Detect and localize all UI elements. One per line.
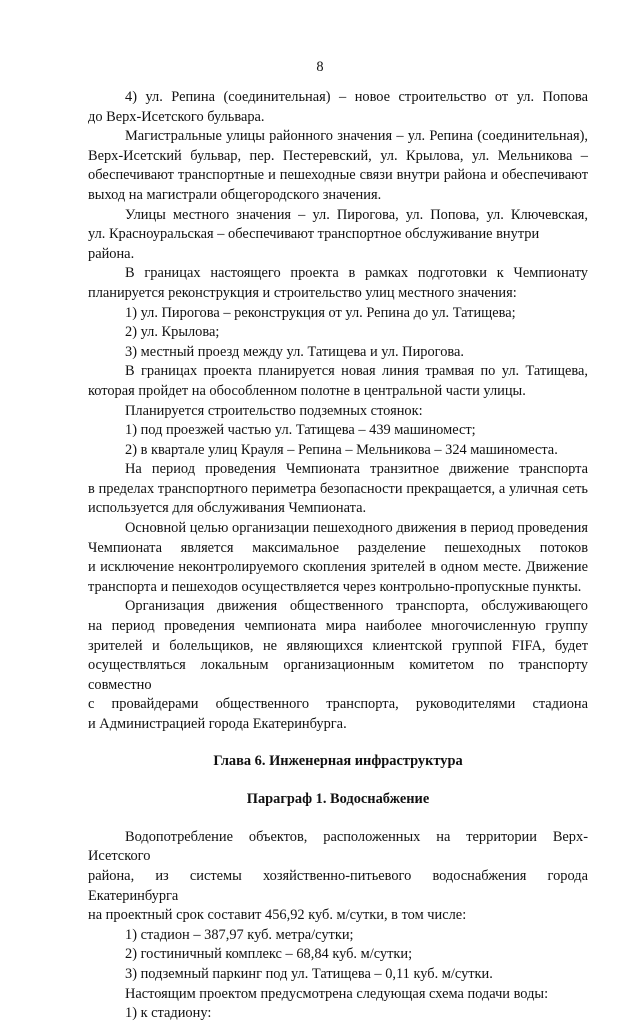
text-line: используется для обслуживания Чемпионата. bbox=[88, 500, 367, 517]
text-line: Улицы местного значения – ул. Пирогова, ул. Попова, ул. Ключевская, bbox=[125, 206, 588, 223]
paragraph-heading: Параграф 1. Водоснабжение bbox=[246, 791, 430, 808]
text-line: с провайдерами общественного транспорта, руководителями стадиона bbox=[88, 696, 588, 713]
text-line: Водопотребление объектов, расположенных на территории Верх-Исетского bbox=[88, 828, 588, 865]
text-line: Верх-Исетский бульвар, пер. Пестеревский, ул. Крылова, ул. Мельникова – bbox=[88, 147, 588, 164]
text-line: ул. Красноуральская – обеспечивают транспортное обслуживание внутри района. bbox=[88, 226, 540, 262]
list-item: 1) к стадиону: bbox=[125, 1005, 212, 1022]
page-number: 8 bbox=[316, 59, 324, 75]
text-line: На период проведения Чемпионата транзитное движение транспорта bbox=[125, 461, 588, 478]
text-line: до Верх-Исетского бульвара. bbox=[88, 108, 265, 125]
text-line: обеспечивают транспортные и пешеходные связи внутри района и обеспечивают bbox=[88, 167, 588, 184]
spacer bbox=[88, 771, 588, 790]
list-item: 2) гостиничный комплекс – 68,84 куб. м/сутки; bbox=[125, 946, 413, 963]
text-line: Планируется строительство подземных стоянок: bbox=[125, 402, 423, 419]
text-line: Организация движения общественного транспорта, обслуживающего bbox=[125, 598, 588, 615]
list-item: 3) подземный паркинг под ул. Татищева – 0,11 куб. м/сутки. bbox=[125, 965, 493, 982]
text-line: 4) ул. Репина (соединительная) – новое строительство от ул. Попова bbox=[125, 89, 588, 105]
text-line: на проектный срок составит 456,92 куб. м/сутки, в том числе: bbox=[88, 907, 467, 924]
text-line: и Администрацией города Екатеринбурга. bbox=[88, 716, 347, 732]
spacer bbox=[88, 810, 588, 828]
list-item: 3) местный проезд между ул. Татищева и ул. Пирогова. bbox=[125, 343, 464, 360]
text-line: выход на магистрали общегородского значения. bbox=[88, 186, 382, 203]
text-line: района, из системы хозяйственно-питьевого водоснабжения города Екатеринбурга bbox=[88, 867, 588, 904]
text-line: которая пройдет на обособленном полотне в центральной части улицы. bbox=[88, 382, 526, 399]
list-item: 1) ул. Пирогова – реконструкция от ул. Репина до ул. Татищева; bbox=[125, 304, 516, 321]
text-line: Основной целью организации пешеходного движения в период проведения bbox=[125, 520, 588, 537]
text-line: В границах настоящего проекта в рамках подготовки к Чемпионату bbox=[125, 265, 588, 282]
list-item: 1) стадион – 387,97 куб. метра/сутки; bbox=[125, 926, 354, 943]
text-line: В границах проекта планируется новая линия трамвая по ул. Татищева, bbox=[125, 363, 588, 380]
text-line: Чемпионата является максимальное разделение пешеходных потоков bbox=[88, 539, 588, 556]
text-line: осуществляться локальным организационным комитетом по транспорту совместно bbox=[88, 657, 588, 693]
text-line: транспорта и пешеходов осуществляется через контрольно-пропускные пункты. bbox=[88, 578, 582, 595]
text-line: в пределах транспортного периметра безопасности прекращается, а уличная сеть bbox=[88, 480, 588, 497]
chapter-heading: Глава 6. Инженерная инфраструктура bbox=[213, 752, 463, 769]
list-item: 2) в квартале улиц Крауля – Репина – Мельникова – 324 машиноместа. bbox=[125, 441, 558, 458]
list-item: 2) ул. Крылова; bbox=[125, 324, 220, 341]
spacer bbox=[88, 735, 588, 752]
text-line: зрителей и болельщиков, не являющихся клиентской группой FIFA, будет bbox=[88, 637, 588, 654]
text-line: на период проведения чемпионата мира наиболее многочисленную группу bbox=[88, 618, 588, 635]
list-item: 1) под проезжей частью ул. Татищева – 439 машиномест; bbox=[125, 422, 476, 439]
text-line: планируется реконструкция и строительство улиц местного значения: bbox=[88, 284, 517, 301]
document-body bbox=[88, 88, 588, 1024]
text-line: Настоящим проектом предусмотрена следующая схема подачи воды: bbox=[125, 985, 549, 1002]
text-line: Магистральные улицы районного значения – ул. Репина (соединительная), bbox=[125, 128, 588, 145]
text-line: и исключение неконтролируемого скопления зрителей в одном месте. Движение bbox=[88, 559, 588, 576]
